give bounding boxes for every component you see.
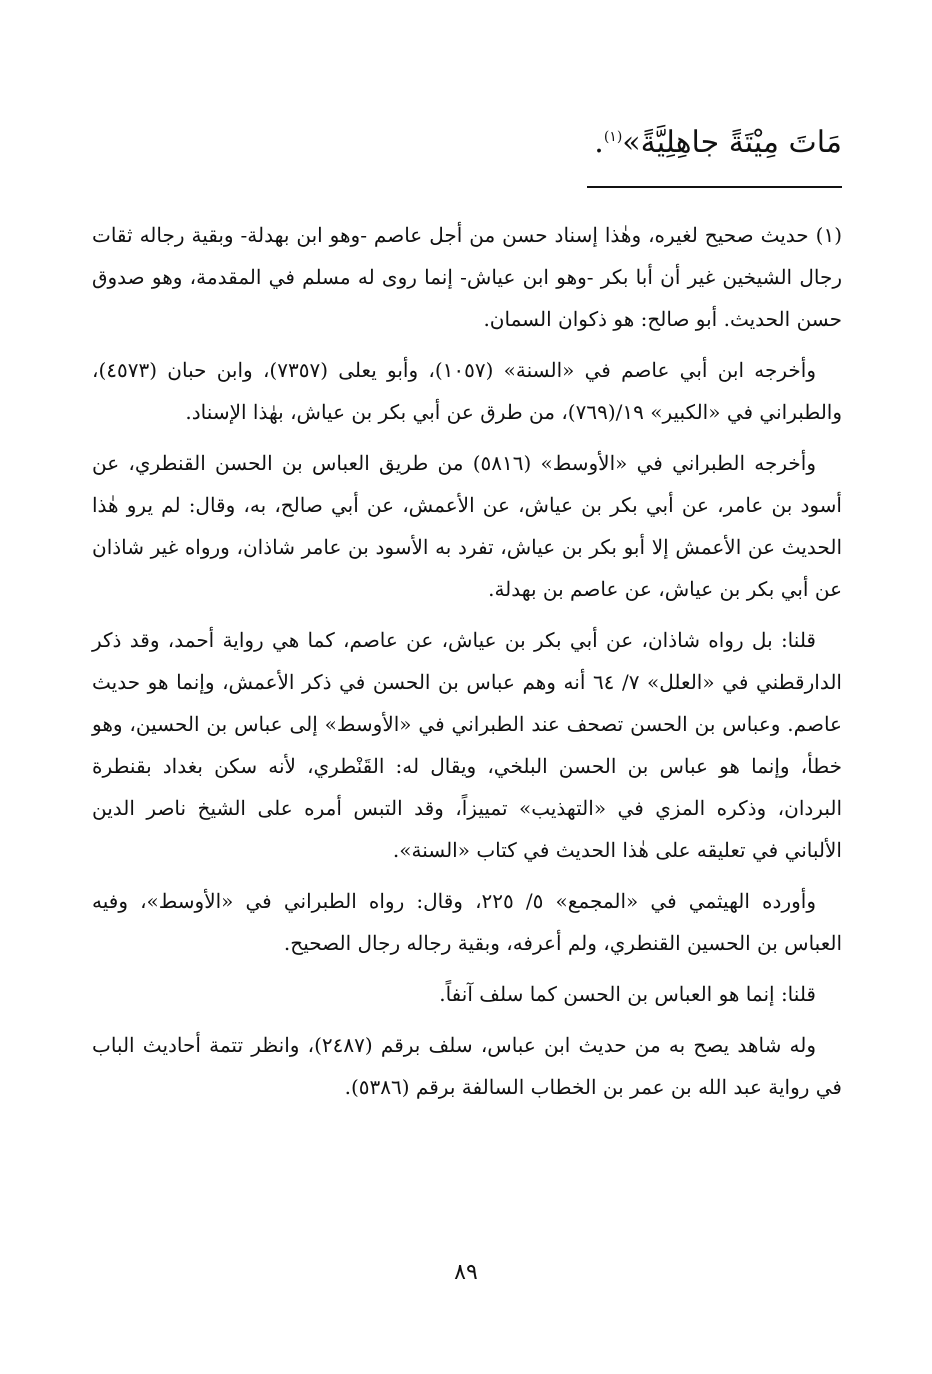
footnote-paragraph: (١) حديث صحيح لغيره، وهٰذا إسناد حسن من أجل عاصم -وهو ابن بهدلة- وبقية رجاله ثقات رجال الشيخين غير أن أبا بكر -وهو ابن عياش- إنما روى له مسلم في المقدمة، وهو صدوق حسن الحديث. أبو صالح: هو ذكوان السمان. [92,223,842,331]
main-text-line [342,118,842,168]
main-text-end: . [594,125,604,160]
footnote-paragraph: وأورده الهيثمي في «المجمع» ٥/ ٢٢٥، وقال: رواه الطبراني في «الأوسط»، وفيه العباس بن الحسين القنطري، ولم أعرفه، وبقية رجاله رجال الصحيح. [92,889,842,955]
footnote-paragraph: وله شاهد يصح به من حديث ابن عباس، سلف برقم (٢٤٨٧)، وانظر تتمة أحاديث الباب في رواية عبد الله بن عمر بن الخطاب السالفة برقم (٥٣٨٦). [92,1033,842,1099]
footnote-paragraph: قلنا: بل رواه شاذان، عن أبي بكر بن عياش، عن عاصم، كما هي رواية أحمد، وقد ذكر الدارقطني في «العلل» ٧/ ٦٤ أنه وهم عباس بن الحسن في ذكر الأعمش، وإنما هو حديث عاصم. وعباس بن الحسن تصحف عند الطبراني في «الأوسط» إلى عباس بن الحسين، وهو خطأ، وإنما هو عباس بن الحسن البلخي، ويقال له: القَنْطري، لأنه سكن بغداد بقنطرة البردان، وذكره المزي في «التهذيب» تمييزاً، وقد التبس أمره على الشيخ ناصر الدين الألباني في تعليقه على هٰذا الحديث في كتاب «السنة». [92,628,842,862]
main-text: مَاتَ مِيْتَةً جاهِلِيَّةً» [622,125,842,160]
footnotes-section [92,214,842,1117]
footnote-paragraph: قلنا: إنما هو العباس بن الحسن كما سلف آنفاً. [439,982,816,1006]
page-number: ٨٩ [454,1260,478,1285]
footnote-separator [587,186,842,188]
footnote-reference: (١) [603,129,623,145]
footnote-paragraph: وأخرجه ابن أبي عاصم في «السنة» (١٠٥٧)، وأبو يعلى (٧٣٥٧)، وابن حبان (٤٥٧٣)، والطبراني في «الكبير» ١٩/(٧٦٩)، من طرق عن أبي بكر بن عياش، بهٰذا الإسناد. [92,358,842,424]
footnote-paragraph: وأخرجه الطبراني في «الأوسط» (٥٨١٦) من طريق العباس بن الحسن القنطري، عن أسود بن عامر، عن أبي بكر بن عياش، عن الأعمش، عن أبي صالح، به، وقال: لم يرو هٰذا الحديث عن الأعمش إلا أبو بكر بن عياش، تفرد به الأسود بن عامر شاذان، ورواه غير شاذان عن أبي بكر بن عياش، عن عاصم بن بهدلة. [92,451,842,601]
